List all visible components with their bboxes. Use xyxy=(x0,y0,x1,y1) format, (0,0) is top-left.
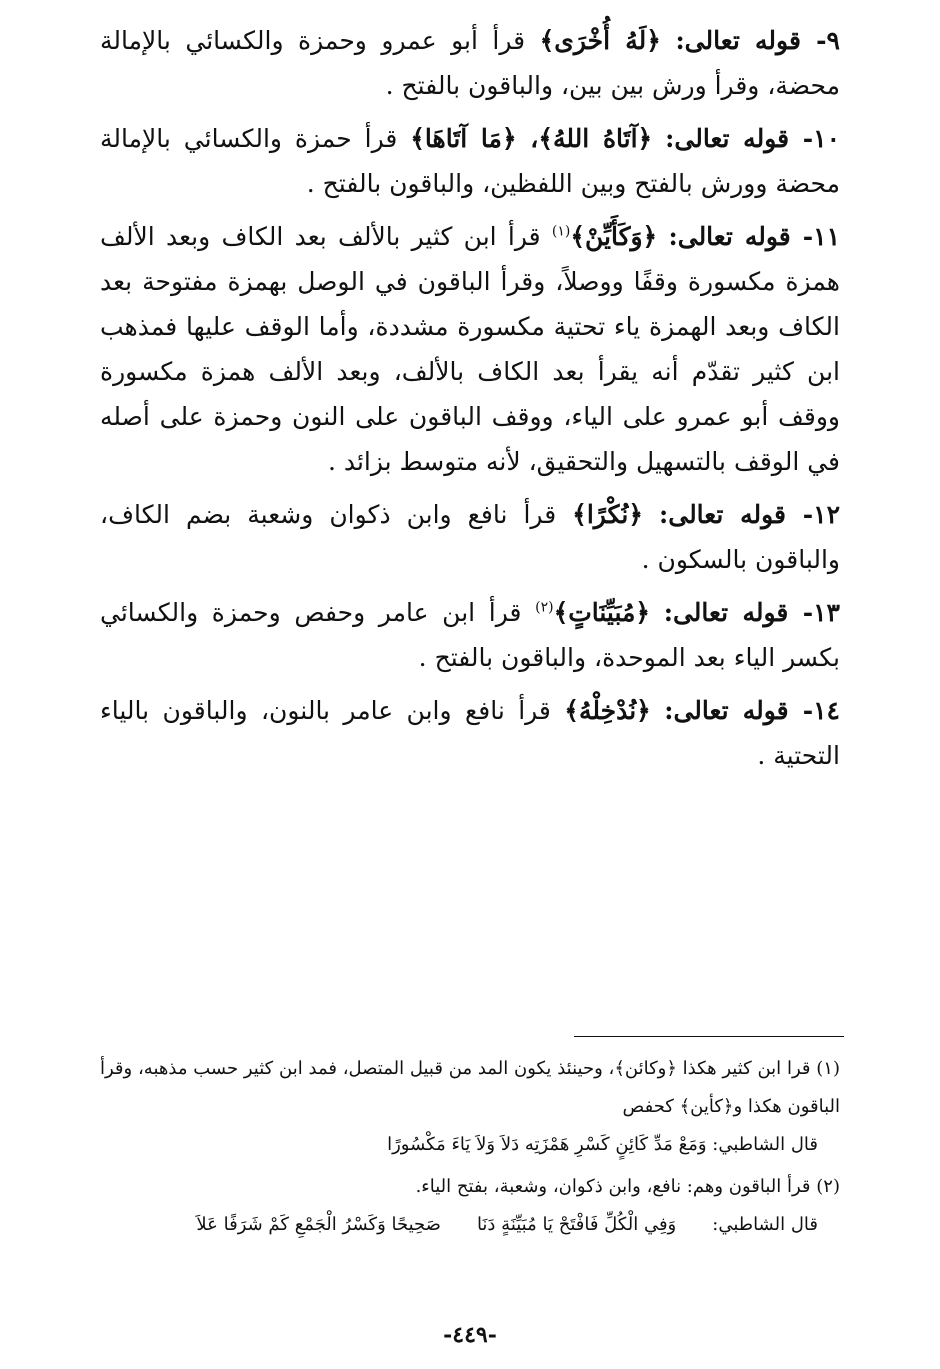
footnote-marker: (١) xyxy=(816,1058,840,1079)
footnote-ref: (٢) xyxy=(535,599,554,616)
footnote-divider xyxy=(574,1036,844,1037)
quran-word: ﴿نُدْخِلْهُ﴾ xyxy=(564,696,651,725)
poem-hemistich-b: صَحِيحًا وَكَسْرُ الْجَمْعِ كَمْ شَرَفًا عَلاَ xyxy=(196,1214,441,1235)
quran-word: ﴿مُبَيِّنَاتٍ﴾ xyxy=(553,598,651,627)
footnote-ref: (١) xyxy=(551,223,571,240)
entry-14 xyxy=(100,688,840,778)
entry-number: ١٠- قوله تعالى: xyxy=(665,124,841,153)
main-text xyxy=(100,18,840,786)
entry-10 xyxy=(100,116,840,206)
entry-text: قرأ نافع وابن ذكوان وشعبة بضم الكاف، والباقون بالسكون . xyxy=(100,500,840,574)
footnote-text: قرأ الباقون وهم: نافع، وابن ذكوان، وشعبة، بفتح الياء. xyxy=(415,1176,817,1197)
quran-word: ﴿نُكْرًا﴾ xyxy=(572,500,643,529)
page-number: -٤٤٩- xyxy=(443,1322,497,1348)
poem-label: قال الشاطبي: xyxy=(712,1214,818,1235)
entry-12 xyxy=(100,492,840,582)
entry-number: ١٣- قوله تعالى: xyxy=(663,598,840,627)
quran-word: ﴿وَكَأَيِّنْ﴾ xyxy=(570,222,658,251)
entry-number: ١١- قوله تعالى: xyxy=(668,222,840,251)
footnote-2 xyxy=(100,1168,840,1244)
entry-text: قرأ ابن كثير بالألف بعد الكاف وبعد الألف همزة مكسورة وقفًا ووصلاً، وقرأ الباقون في الوصل بهمزة مفتوحة بعد الكاف وبعد الهمزة ياء تحتية مكسورة مشددة، وأما الوقف عليها فمذهب ابن كثير تقدّم أنه يقرأ بعد الكاف بالألف، وبعد الألف همزة مكسورة ووقف أبو عمرو على الياء، ووقف الباقون على النون وحمزة على أصله في الوقف بالتسهيل والتحقيق، لأنه متوسط بزائد . xyxy=(100,222,840,476)
entry-number: ١٤- قوله تعالى: xyxy=(664,696,840,725)
footnotes xyxy=(100,1050,840,1248)
entry-11 xyxy=(100,214,840,484)
entry-number: ٩- قوله تعالى: xyxy=(675,26,840,55)
entry-text: قرأ نافع وابن عامر بالنون، والباقون بالياء التحتية . xyxy=(100,696,840,770)
entry-text: قرأ ابن عامر وحفص وحمزة والكسائي بكسر الياء بعد الموحدة، والباقون بالفتح . xyxy=(100,598,840,672)
footnote-marker: (٢) xyxy=(816,1176,840,1197)
entry-9 xyxy=(100,18,840,108)
footnote-verse: قال الشاطبي: وَمَعْ مَدِّ كَائِنٍ كَسْرِ هَمْزَتِه دَلاَ وَلاَ يَاءَ مَكْسُورًا xyxy=(387,1134,818,1155)
footnote-poem xyxy=(100,1206,840,1244)
footnote-text: قرا ابن كثير هكذا ﴿وكائن﴾، وحينئذ يكون المد من قبيل المتصل، فمد ابن كثير حسب مذهبه، وقرأ الباقون هكذا و﴿كأين﴾ كحفص xyxy=(100,1058,840,1117)
entry-text: قرأ حمزة والكسائي بالإمالة محضة وورش بالفتح وبين اللفظين، والباقون بالفتح . xyxy=(100,124,840,198)
entry-13 xyxy=(100,590,840,680)
quran-word: ﴿آتَاهُ اللهُ﴾، ﴿مَا آتَاهَا﴾ xyxy=(410,124,653,153)
entry-number: ١٢- قوله تعالى: xyxy=(659,500,840,529)
footnote-1 xyxy=(100,1050,840,1164)
quran-word: ﴿لَهُ أُخْرَى﴾ xyxy=(539,26,661,55)
entry-text: قرأ أبو عمرو وحمزة والكسائي بالإمالة محضة، وقرأ ورش بين بين، والباقون بالفتح . xyxy=(100,26,840,100)
poem-hemistich-a: وَفِي الْكُلِّ فَافْتَحْ يَا مُبَيِّنَةٍ دَنَا xyxy=(476,1214,677,1235)
